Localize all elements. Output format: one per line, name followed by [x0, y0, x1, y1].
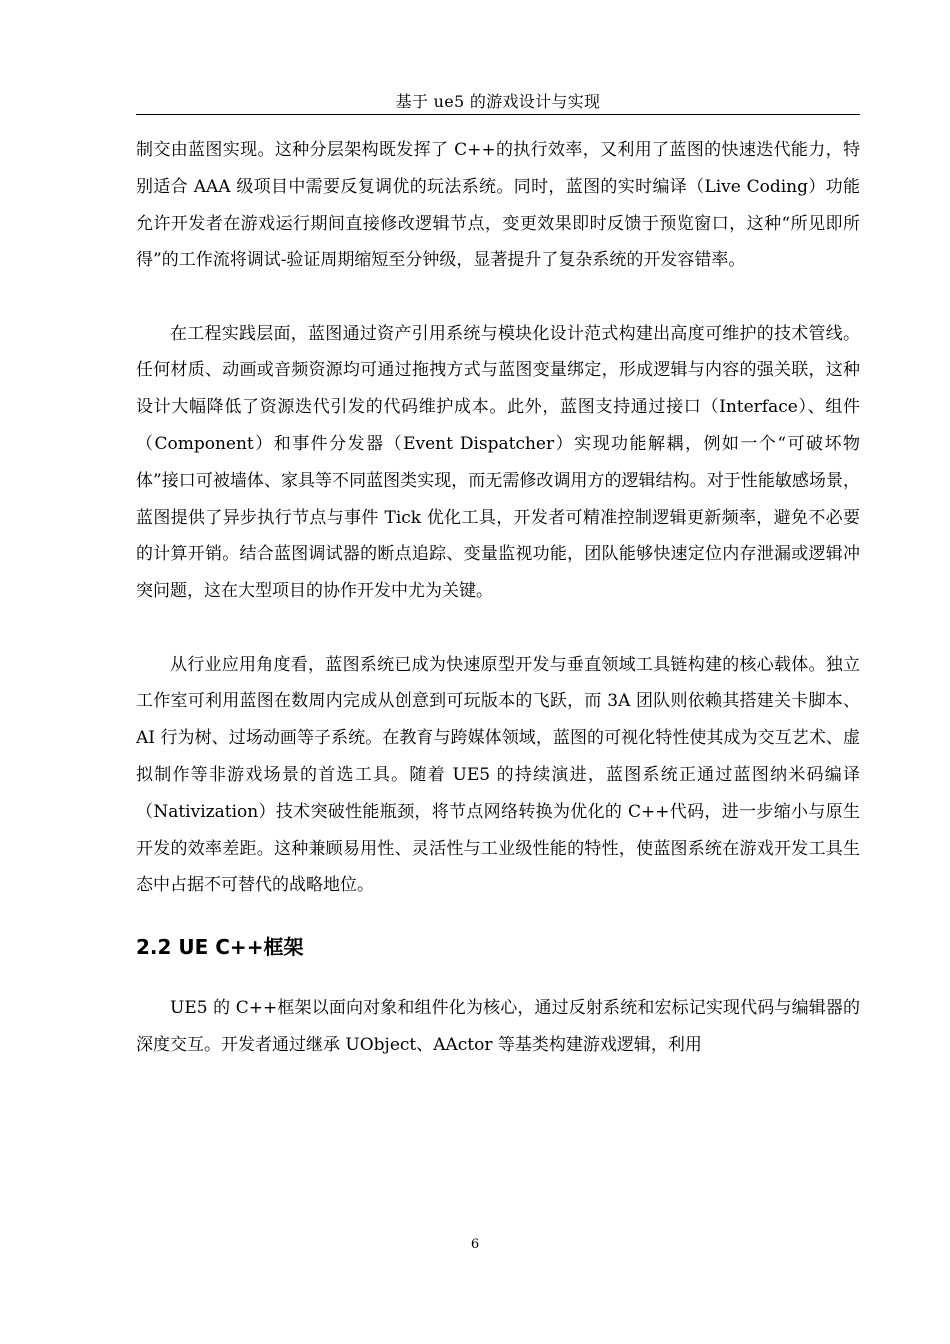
section-heading: 2.2 UE C++框架: [136, 935, 304, 960]
paragraph-engineering-practice: 在工程实践层面，蓝图通过资产引用系统与模块化设计范式构建出高度可维护的技术管线。任何材质、动画或音频资源均可通过拖拽方式与蓝图变量绑定，形成逻辑与内容的强关联，这种设计大幅降低了资源迭代引发的代码维护成本。此外，蓝图支持通过接口（Interface）、组件（Component）和事件分发器（Event Dispatcher）实现功能解耦，例如一个“可破坏物体”接口可被墙体、家具等不同蓝图类实现，而无需修改调用方的逻辑结构。对于性能敏感场景，蓝图提供了异步执行节点与事件 Tick 优化工具，开发者可精准控制逻辑更新频率，避免不必要的计算开销。结合蓝图调试器的断点追踪、变量监视功能，团队能够快速定位内存泄漏或逻辑冲突问题，这在大型项目的协作开发中尤为关键。: [136, 323, 860, 602]
paragraph-industry-application: 从行业应用角度看，蓝图系统已成为快速原型开发与垂直领域工具链构建的核心载体。独立工作室可利用蓝图在数周内完成从创意到可玩版本的飞跃，而 3A 团队则依赖其搭建关卡脚本、AI 行为树、过场动画等子系统。在教育与跨媒体领域，蓝图的可视化特性使其成为交互艺术、虚拟制作等非游戏场景的首选工具。随着 UE5 的持续演进，蓝图系统正通过蓝图纳米码编译（Nativization）技术突破性能瓶颈，将节点网络转换为优化的 C++代码，进一步缩小与原生开发的效率差距。这种兼顾易用性、灵活性与工业级性能的特性，使蓝图系统在游戏开发工具生态中占据不可替代的战略地位。: [136, 654, 860, 896]
paragraph-cpp-framework: UE5 的 C++框架以面向对象和组件化为核心，通过反射系统和宏标记实现代码与编辑器的深度交互。开发者通过继承 UObject、AActor 等基类构建游戏逻辑，利用: [136, 998, 860, 1055]
body-text: [136, 132, 860, 1064]
page-number: 6: [470, 1237, 480, 1252]
paragraph-continuation: 制交由蓝图实现。这种分层架构既发挥了 C++的执行效率，又利用了蓝图的快速迭代能力，特别适合 AAA 级项目中需要反复调优的玩法系统。同时，蓝图的实时编译（Live Coding）功能允许开发者在游戏运行期间直接修改逻辑节点，变更效果即时反馈于预览窗口，这种“所见即所得”的工作流将调试-验证周期缩短至分钟级，显著提升了复杂系统的开发容错率。: [136, 140, 860, 271]
header-rule: [136, 114, 860, 115]
running-header: 基于 ue5 的游戏设计与实现: [395, 92, 601, 111]
